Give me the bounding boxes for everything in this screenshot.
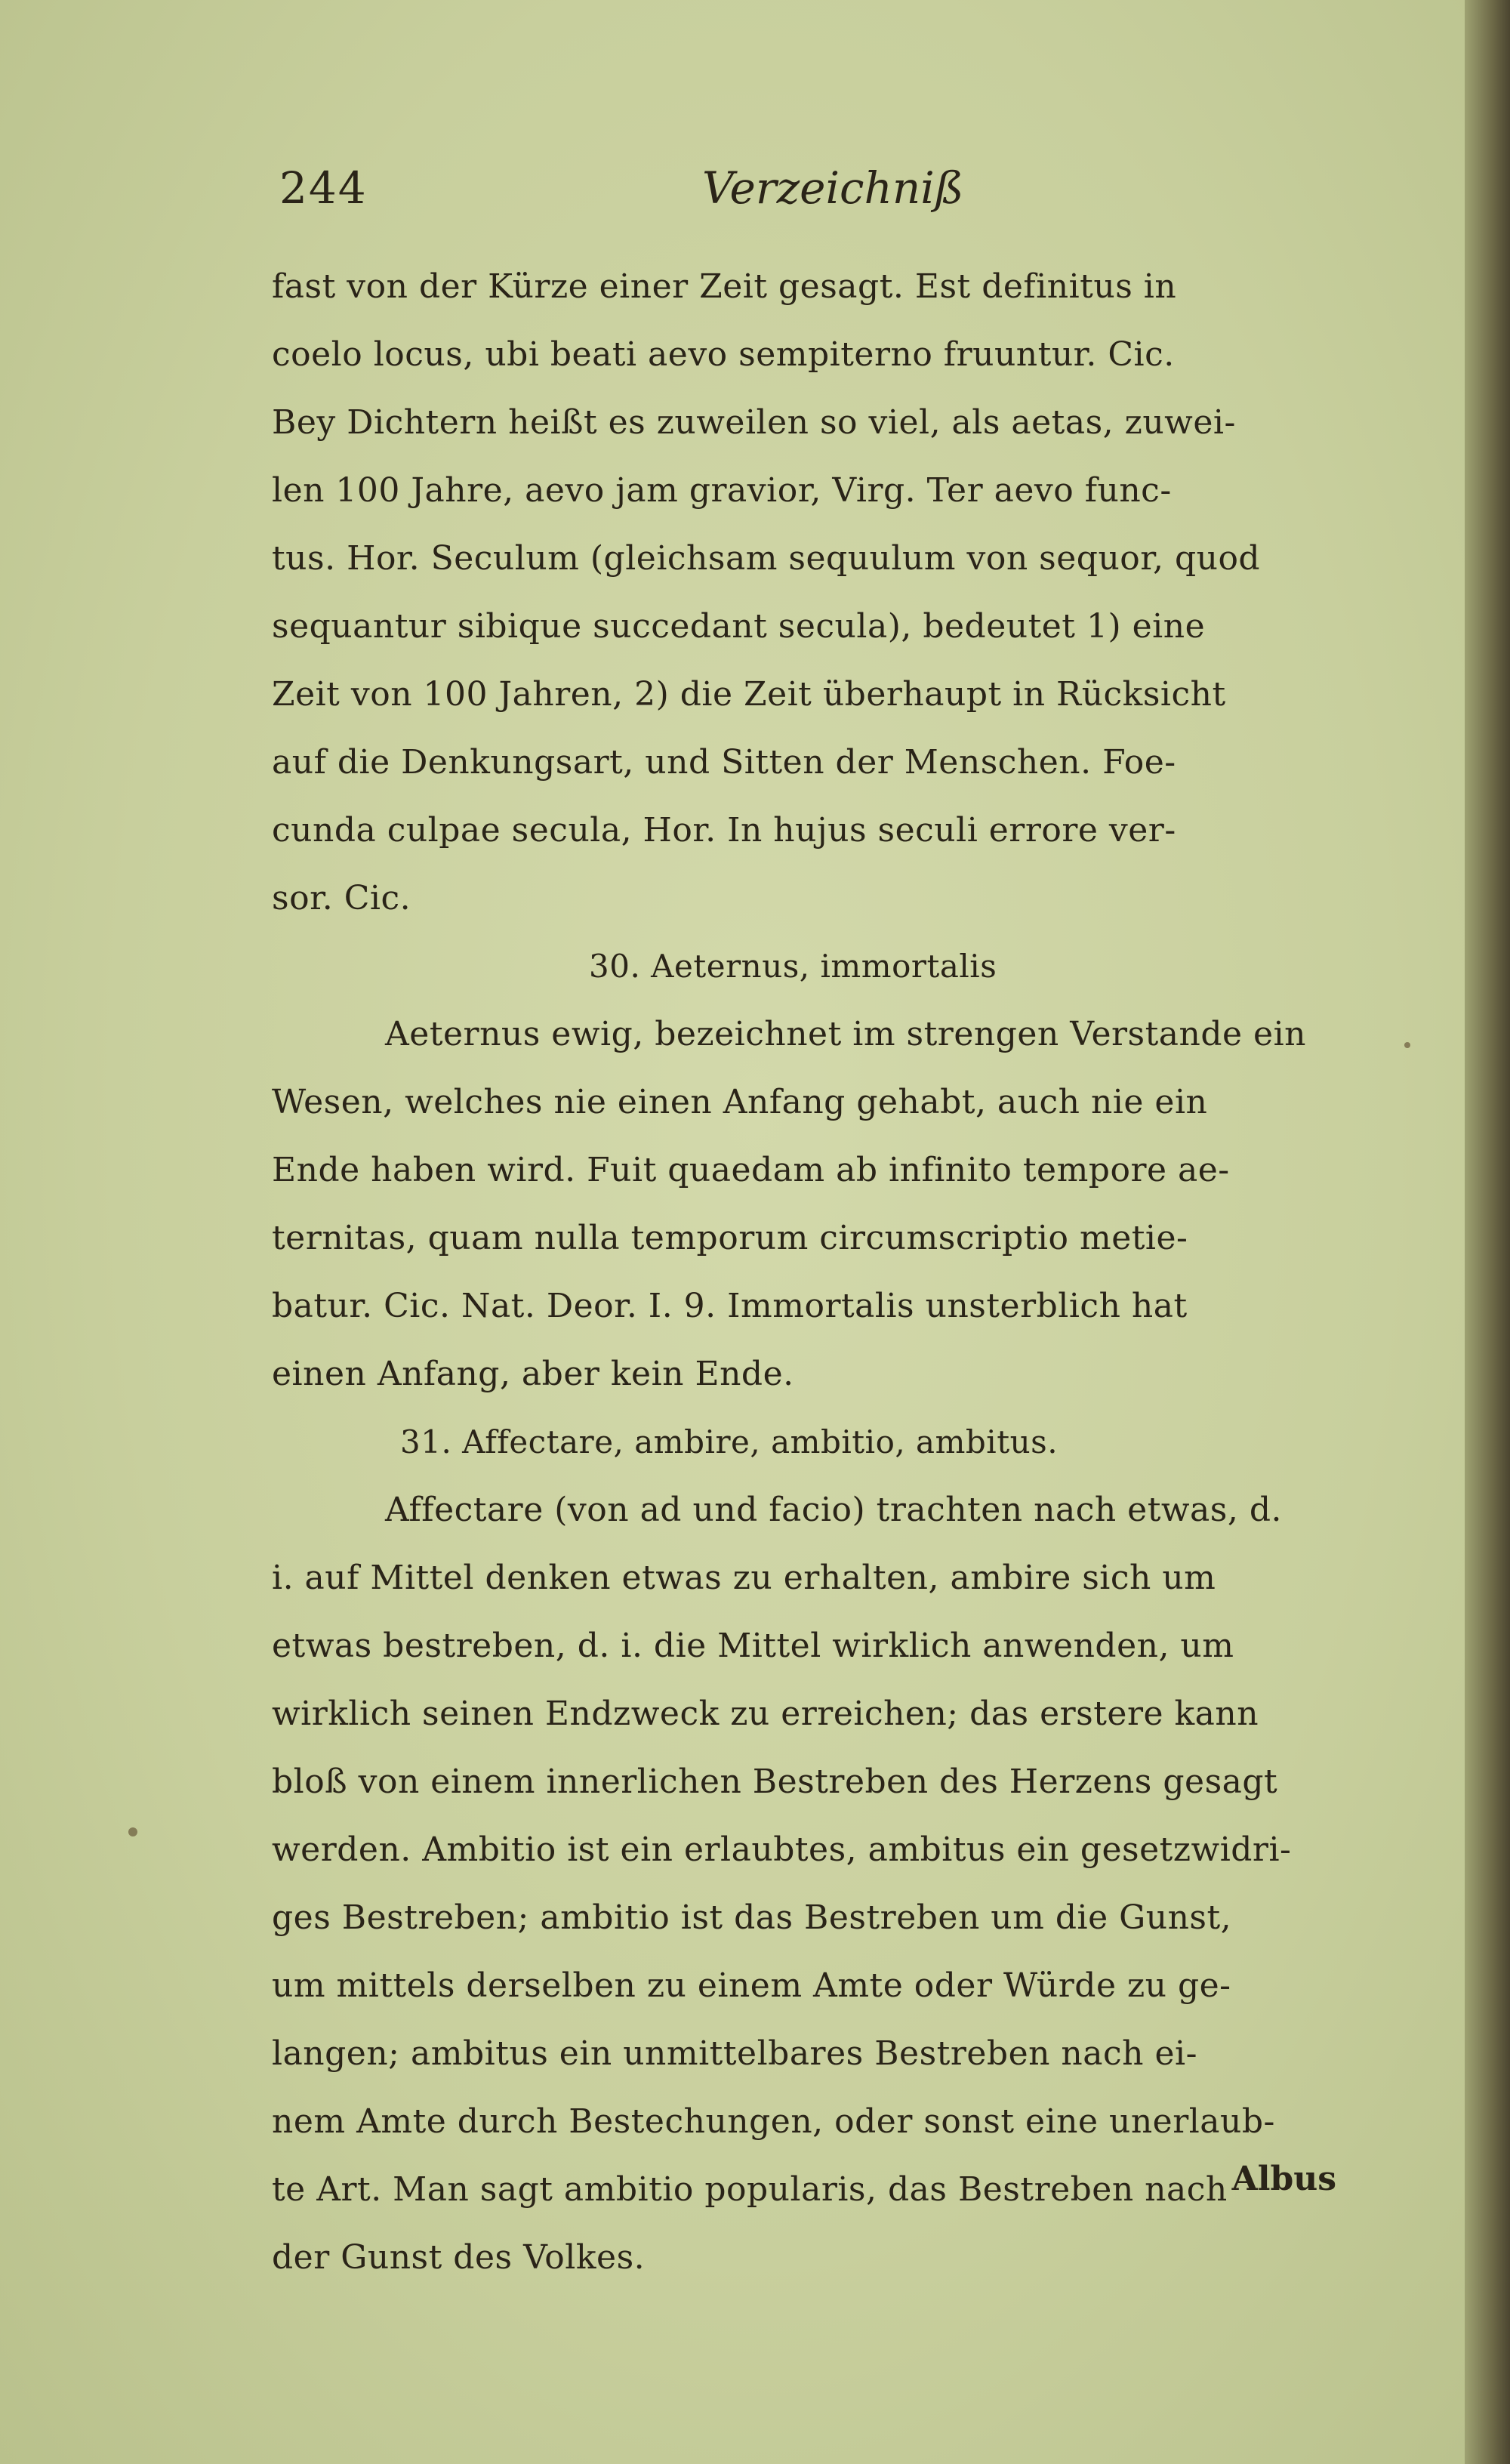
- text-line: Aeternus ewig, bezeichnet im strengen Verstande ein: [385, 1015, 1307, 1053]
- page-header: [279, 162, 1359, 230]
- text-line: sor. Cic.: [272, 879, 411, 917]
- text-line: werden. Ambitio ist ein erlaubtes, ambitus ein gesetzwidri-: [272, 1830, 1292, 1869]
- running-head: Verzeichniß: [702, 162, 964, 214]
- text-line: sequantur sibique succedant secula), bedeutet 1) eine: [272, 607, 1206, 646]
- text-line: wirklich seinen Endzweck zu erreichen; das erstere kann: [272, 1695, 1259, 1733]
- text-line: Bey Dichtern heißt es zuweilen so viel, als aetas, zuwei-: [272, 403, 1236, 442]
- text-line: um mittels derselben zu einem Amte oder Würde zu ge-: [272, 1966, 1231, 2005]
- text-line: langen; ambitus ein unmittelbares Bestreben nach ei-: [272, 2034, 1197, 2073]
- text-line: i. auf Mittel denken etwas zu erhalten, ambire sich um: [272, 1559, 1216, 1597]
- text-line: auf die Denkungsart, und Sitten der Menschen. Foe-: [272, 743, 1176, 782]
- text-line: te Art. Man sagt ambitio popularis, das Bestreben nach: [272, 2170, 1228, 2209]
- body-text: [272, 253, 1382, 2292]
- text-line: bloß von einem innerlichen Bestreben des Herzens gesagt: [272, 1762, 1278, 1801]
- text-line: der Gunst des Volkes.: [272, 2238, 646, 2277]
- text-line: ges Bestreben; ambitio ist das Bestreben um die Gunst,: [272, 1898, 1232, 1937]
- text-line: coelo locus, ubi beati aevo sempiterno fruuntur. Cic.: [272, 335, 1175, 374]
- catchword: Albus: [1231, 2160, 1336, 2198]
- paper-spot: [128, 1827, 137, 1836]
- text-line: len 100 Jahre, aevo jam gravior, Virg. Ter aevo func-: [272, 471, 1172, 510]
- text-line: einen Anfang, aber kein Ende.: [272, 1355, 794, 1393]
- paper-spot: [1404, 1042, 1410, 1048]
- text-line: Zeit von 100 Jahren, 2) die Zeit überhaupt in Rücksicht: [272, 675, 1226, 714]
- section-heading-30: 30. Aeternus, immortalis: [589, 948, 997, 985]
- section-heading-31: 31. Affectare, ambire, ambitio, ambitus.: [400, 1423, 1059, 1460]
- text-line: etwas bestreben, d. i. die Mittel wirklich anwenden, um: [272, 1627, 1234, 1665]
- text-line: Affectare (von ad und facio) trachten nach etwas, d.: [385, 1491, 1282, 1529]
- text-line: cunda culpae secula, Hor. In hujus seculi errore ver-: [272, 811, 1176, 850]
- text-line: fast von der Kürze einer Zeit gesagt. Est definitus in: [272, 267, 1177, 306]
- text-line: tus. Hor. Seculum (gleichsam sequulum von sequor, quod: [272, 539, 1261, 578]
- text-line: Wesen, welches nie einen Anfang gehabt, auch nie ein: [272, 1083, 1208, 1121]
- text-line: Ende haben wird. Fuit quaedam ab infinito tempore ae-: [272, 1151, 1230, 1189]
- text-line: batur. Cic. Nat. Deor. I. 9. Immortalis unsterblich hat: [272, 1287, 1188, 1325]
- page-gutter-shadow: [1465, 0, 1510, 2464]
- page-number: 244: [279, 162, 368, 214]
- text-line: ternitas, quam nulla temporum circumscriptio metie-: [272, 1219, 1188, 1257]
- text-line: nem Amte durch Bestechungen, oder sonst eine unerlaub-: [272, 2102, 1275, 2141]
